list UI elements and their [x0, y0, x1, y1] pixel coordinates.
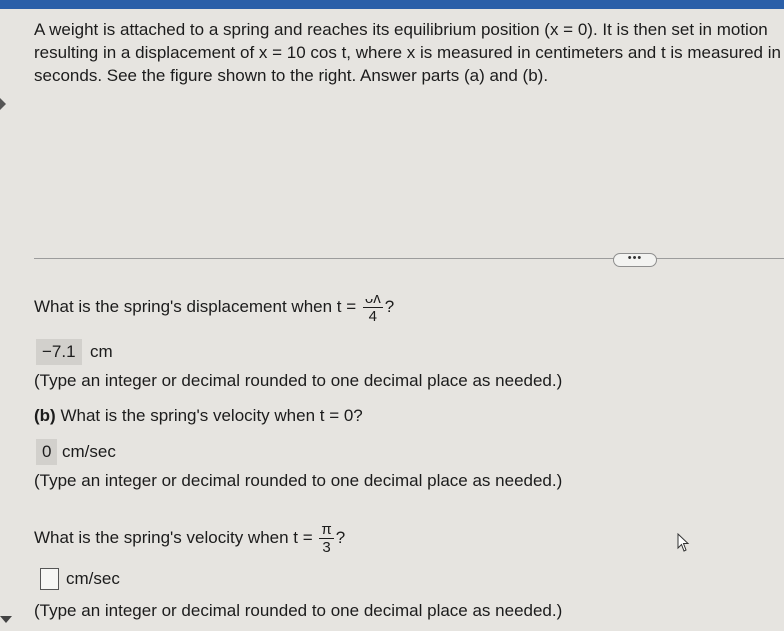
- part-a-question: [34, 290, 394, 325]
- part-a-question-prefix: What is the spring's displacement when t =: [34, 296, 357, 316]
- scroll-down-arrow-icon[interactable]: [0, 616, 12, 623]
- top-bar: [0, 0, 784, 9]
- part-b-hint: (Type an integer or decimal rounded to one decimal place as needed.): [34, 471, 563, 490]
- problem-line-2: resulting in a displacement of x = 10 cos t, where x is measured in centimeters and t is measured in: [34, 43, 781, 62]
- part-a-fraction-denominator: 4: [368, 308, 377, 325]
- problem-line-3: seconds. See the figure shown to the right. Answer parts (a) and (b).: [34, 66, 549, 85]
- collapse-arrow-icon[interactable]: [0, 98, 6, 110]
- problem-line-1: A weight is attached to a spring and reaches its equilibrium position (x = 0). It is then set in motion: [34, 20, 768, 39]
- part-b2-question-prefix: What is the spring's velocity when t =: [34, 527, 313, 547]
- part-a-question-suffix: ?: [384, 296, 395, 316]
- part-b2-fraction-numerator: π: [321, 521, 332, 538]
- part-b-unit: cm/sec: [62, 442, 116, 461]
- part-b-label: (b): [34, 406, 56, 425]
- part-b2-unit: cm/sec: [66, 569, 120, 588]
- more-options-button[interactable]: •••: [613, 253, 657, 267]
- part-b-question: [34, 405, 363, 427]
- part-b2-hint: (Type an integer or decimal rounded to one decimal place as needed.): [34, 601, 563, 620]
- part-a-fraction-numerator: ᴗᴧ: [364, 290, 381, 307]
- part-a-fraction: [363, 290, 383, 325]
- part-b-answer-field[interactable]: 0: [36, 439, 57, 465]
- mouse-pointer-icon: [676, 533, 690, 553]
- part-b2-question-suffix: ?: [335, 527, 346, 547]
- part-a-answer-field[interactable]: −7.1: [36, 339, 82, 365]
- part-b2-fraction: [319, 521, 333, 556]
- section-divider: [34, 258, 784, 259]
- part-b-question-text: What is the spring's velocity when t = 0?: [60, 406, 363, 425]
- part-b2-answer-field[interactable]: [40, 568, 59, 590]
- part-a-unit: cm: [90, 342, 113, 361]
- problem-statement: [34, 18, 784, 87]
- part-b2-question: [34, 521, 345, 556]
- part-a-hint: (Type an integer or decimal rounded to one decimal place as needed.): [34, 371, 563, 390]
- part-b2-fraction-denominator: 3: [322, 539, 331, 556]
